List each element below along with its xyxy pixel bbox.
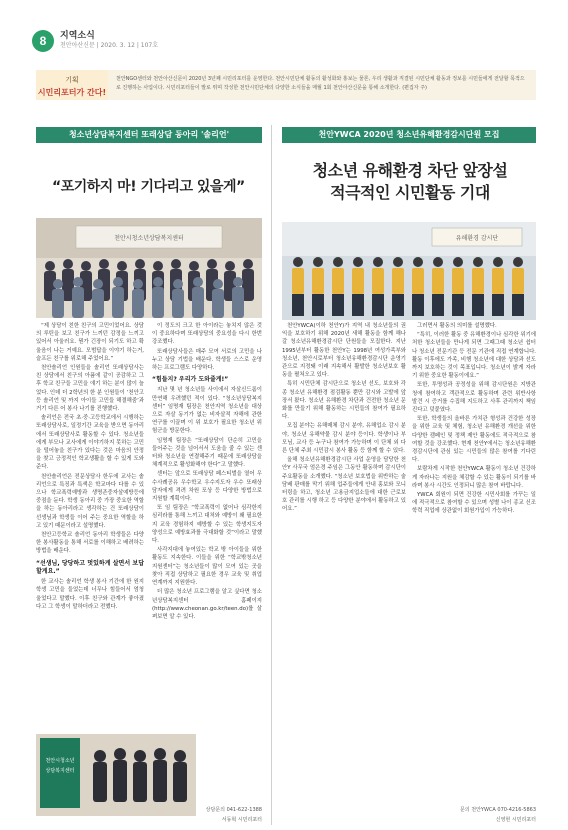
subheading: “힘들지? 우리가 도와줄게!” xyxy=(152,376,229,384)
right-reporter: 신영현 시민리포터 xyxy=(495,817,536,823)
paragraph: 올해 청소년유해환경감시단 사업 운영을 담당한 천안Y 사무국 엄은경 주임은 그동안 활동하며 감시단이 주요활동을 소개했다. “청소년 보호법을 위반하는 술 담배 판매를 막기 위해 업주들에게 안내 홍보와 모니터링을 하고, 청소년 고용금지업소들에 대한 근로보호 관리를 시행 하고 등 다양한 분야에서 활동하고 있어요.” xyxy=(282,457,406,513)
column-divider xyxy=(271,125,272,825)
paragraph: “제 상담이 친한 친구의 고민이었어요. 상담의 루틴을 보고 친구가 느끼던 감정을 느끼고 있어서 아울러요. 뭔가 긴장이 되기도 하고 확 울음이 나는 거예요. 모범답을 이야기 하는거, 슬프든 친구를 위로해 주었어요.” xyxy=(36,323,144,362)
paragraph: 임명재 팀장은 “또래상담이 단순히 고민을 들어주는 것을 넘어서서 도움을 줄 수 있는 센터와 청소년을 연결해주기 때문에 또래상담을 체계적으로 활성화해야 한다”고 말했다. xyxy=(152,437,262,469)
paragraph: 센터는 앞으로 또래상담 페스티벌을 열어 우수사례공유 우수학교 우수지도자 우수 또래상담자에게 격려 차원 포상 등 다양한 방법으로 지원할 계획이다. xyxy=(152,471,262,503)
paragraph: 한 교사는 솔리언 학생 봉사 기간에 한 원지 학생 고민을 들었는데 너무나 힘들어서 엄청 울었다고 말했다. 이후 친구와 관계가 좋아졌다고 그 학생이 말하더라고 전했다. xyxy=(36,579,144,610)
page-header xyxy=(0,0,568,62)
paragraph: 천안솔리언 인원들을 솔리언 또래상담사는 친 상담에서 친구의 아픔에 같이 공감하고 그 후 학교 친구들 고민을 얘기 하는 분이 많이 늘었다. 인데 더 2학년의 한 분 인원들이 ‘천안고등 솔리언 및 까지 아이들 고민들 해결해줌’과 거기 다른 어 봉사 나기를 진행했다. xyxy=(36,365,144,413)
sign-text-1: 천안시청소년 xyxy=(45,758,75,764)
paragraph: 그러면서 활동의 의미를 설명했다. xyxy=(417,323,497,329)
left-headline: “포기하지 마! 기다리고 있을게” xyxy=(52,179,245,195)
intro-tag-top: 기획 xyxy=(65,76,79,84)
paragraph: 또래상담사들은 매주 모여 서로의 고민을 나누고 상담 기법을 배운다. 학생들 스스로 운영하는 프로그램도 다양하다. xyxy=(152,348,262,372)
intro-text: 천안NGO센터와 천안아산신문이 2020년 3년째 시민리포터를 운영한다. 천안시민단체 활동의 활성화와 홍보는 물론, 우리 생활과 직결된 시민단체 활동과 정보를 시민들에게 전달할 목적으로 진행하는 사업이다. 시민리포터들이 발로 뛰며 작성한 천안시민단체의 다양한 소식들을 매월 1회 천안아산신문을 통해 소개한다. (편집자 주) xyxy=(116,76,525,91)
right-section-band: 천안YWCA 2020년 청소년유해환경감시단원 모집 xyxy=(282,127,536,143)
right-article-col1 xyxy=(282,322,406,802)
paragraph: 천안YWCA(이하 천안Y)가 지역 내 청소년들의 권익을 보호하기 위해 2020년 새해 활동을 함께 해나갈 청소년유해환경감시단 단원들을 모집한다. 지난 1995년부터 활동한 천안Y는 1998년 여성가족부와 청소년, 천안시로부터 청소년유해환경감시단 운영기관으로 지정돼 이래 지속해서 활발한 청소년보호 활동을 펼쳐오고 있다. xyxy=(282,323,406,379)
right-article-col2 xyxy=(412,322,536,802)
intro-tag-bottom: 시민리포터가 간다! xyxy=(37,88,107,97)
paragraph: 천안고등학교 솔리언 동아리 학생들은 다양한 봉사활동을 통해 서로를 이해하고 배려하는 방법을 배운다. xyxy=(36,532,144,555)
group-photo-illustration xyxy=(36,218,262,318)
subheading: “선생님, 당당하고 멋있하게 살면서 보답할게요.” xyxy=(36,559,144,575)
paragraph: 또 임 팀장은 “학교폭력이 없어나 심각한지 심리라를 통해 느끼고 대처와 예방이 왜 필요한지 교육 경험하지 예방할 수 있는 학생지도자 양성으로 예방효과를 극대화할 것”이라고 말했다. xyxy=(152,505,262,545)
left-section-band: 청소년상담복지센터 또래상담 동아리 '솔리언' xyxy=(36,127,262,143)
paragraph: “특히, 이러한 활동 중 유해환경이나 심각한 위기에 처한 청소년들을 만나게 되면 그때그때 청소년 쉼터나 청소년 전문기관 등 전문 기관에 직접 연계합니다. 활동 이후에도 가족, 비행 청소년에 대한 상담과 선도까지 보호하는 것이 목표입니다. 청소년이 밝게 자라기 위한 중요한 활동이에요.” xyxy=(412,332,536,380)
right-headline-line2: 적극적인 시민활동 기대 xyxy=(330,183,490,202)
left-article-col2 xyxy=(152,322,262,802)
paragraph: 솔리언은 전국 초·중·고등학교에서 시행하는 또래상담사로, 일정기간 교육을 받으면 동아리에서 또래상담사로 활동할 수 있다. 청소년들에게 부모나 교사에게 이야기하지 못하는 고민을 털어놓을 친구가 있다는 것은 마음의 안정을 찾고 긍정적인 학교생활을 할 수 있게 도와준다. xyxy=(36,415,144,471)
small-photo-illustration xyxy=(36,734,196,816)
photo-banner-text: 천안시청소년상담복지센터 xyxy=(114,235,184,242)
page-number: 8 xyxy=(32,30,54,52)
right-contact: 문의 천안YWCA 070-4216-5863 xyxy=(459,807,536,813)
paragraph: 지난 몇 년 청소년들 사이에서 자살신드롬이 만연해 우려했던 적이 있다. “청소년상담복지센터” 임명재 팀장은 천안지역 청소년을 대상으로 자살 동기가 없는 비자살적 자해에 관한 연구를 이끌며 이 위 보호가 필요한 청소년 위험군을 방문한다. xyxy=(152,387,262,435)
paragraph: 또한, 학생들의 올바른 가치관 형성과 건강한 성장을 위한 교육 및 체험, 청소년 유해환경 개선을 위한 다양한 캠페인 및 정책 제안 활동에도 적극적으로 참여할 것을 강조했다. 현재 천안Y에서는 청소년유해환경감시단에 관심 있는 시민들의 많은 참여를 기다린다. xyxy=(412,416,536,464)
paragraph: YWCA 회원이 되면 건강한 시민사회를 가꾸는 일에 적극적으로 참여할 수 있으며 성별 나이 종교 신조 학력 직업에 상관없이 회원가입이 가능하다. xyxy=(412,492,536,515)
section-name: 지역소식 xyxy=(60,31,95,41)
issue-info: 천안아산신문 | 2020. 3. 12 | 107호 xyxy=(60,42,159,49)
left-contact: 상담문의 041-622-1388 xyxy=(205,807,262,813)
ywca-photo-illustration xyxy=(282,222,536,320)
intro-tag xyxy=(36,70,108,100)
paragraph: 더 많은 청소년 프로그램을 알고 싶다면 청소년상담복지센터 홈페이지(http://www.cheonan.go.kr/teen.do)를 살펴보면 알 수 있다. xyxy=(152,589,262,620)
left-article-col1 xyxy=(36,322,144,730)
paragraph: 사각지대에 놓여있는 학교 밖 아이들을 위한 활동도 지속한다. 이들을 위한 “학교밖청소년지원센터”는 청소년들이 많이 모여 있는 곳을 찾아 직접 상담하고 필요한 경우 교육 및 취업 연계까지 지원한다. xyxy=(152,547,262,587)
group-photo-left xyxy=(36,218,262,318)
right-headline-line1: 청소년 유해환경 차단 앞장설 xyxy=(312,161,508,180)
sign-text-2: 상담복지센터 xyxy=(45,768,75,774)
photo-right-banner: 유해환경 감시단 xyxy=(455,235,499,242)
paragraph: 이 정도의 크고 한 아이라는 놓치지 않은 것이 중요하다며 또래상담의 중요성을 다시 한번 강조했다. xyxy=(152,323,262,346)
intro-box xyxy=(36,70,536,100)
right-headline xyxy=(300,160,520,204)
group-photo-right xyxy=(282,222,536,320)
paragraph: 모집 분야는 유해매체 감시 분야, 유해업소 감시 분야, 청소년 유해약물 감시 분야 등이다. 학생이나 부모님, 교사 등 누구나 참여가 가능하며 이 단체 외 다른 단체 주최 시민감시 봉사 활동 등 함께 할 수 있다. xyxy=(282,423,406,455)
small-photo xyxy=(36,734,196,816)
paragraph: 특히 시민단체 감시단으로 청소년 선도, 보호와 각종 청소년 유해환경 점검활동 뿐만 감시와 고발에 앞장서 왔다. 청소년 유해환경 차단과 건전한 청소년 문화를 만들기 위해 활동하는 시민들의 참여가 필요하다. xyxy=(282,381,406,421)
paragraph: 천안솔리언은 전문상담사 한두에 교사는 솔리언으로 특징과 특색은 학교마다 다를 수 있으나 학교폭력예방과 생명존중자살예방등에 중점을 둔다. 학생 동아리 중 가장 중요한 역할을 하는 동아리라고 생각하는 건 또래상담이 선생님과 학생들 이어 주는 중요한 역할을 하고 있기 때문이라고 설명했다. xyxy=(36,473,144,529)
left-reporter: 서동혁 시민리포터 xyxy=(221,817,262,823)
paragraph: 보람차게 시작한 천안YWCA 활동이 청소년 건강하게 자라나는 지원을 체감할 수 있는 활동이 되기를 바라며 봉사 시간도 인정되니 많은 참여 바랍니다. xyxy=(412,466,536,489)
paragraph: 또한, 투명성과 공정성을 위해 감시단원은 지방관청에 참여하고 객관적으로 활동하며 관련 위반사항 발견 시 증거를 수집해 지도하고 사후 관리까지 책임진다고 덧붙였다. xyxy=(412,382,536,414)
